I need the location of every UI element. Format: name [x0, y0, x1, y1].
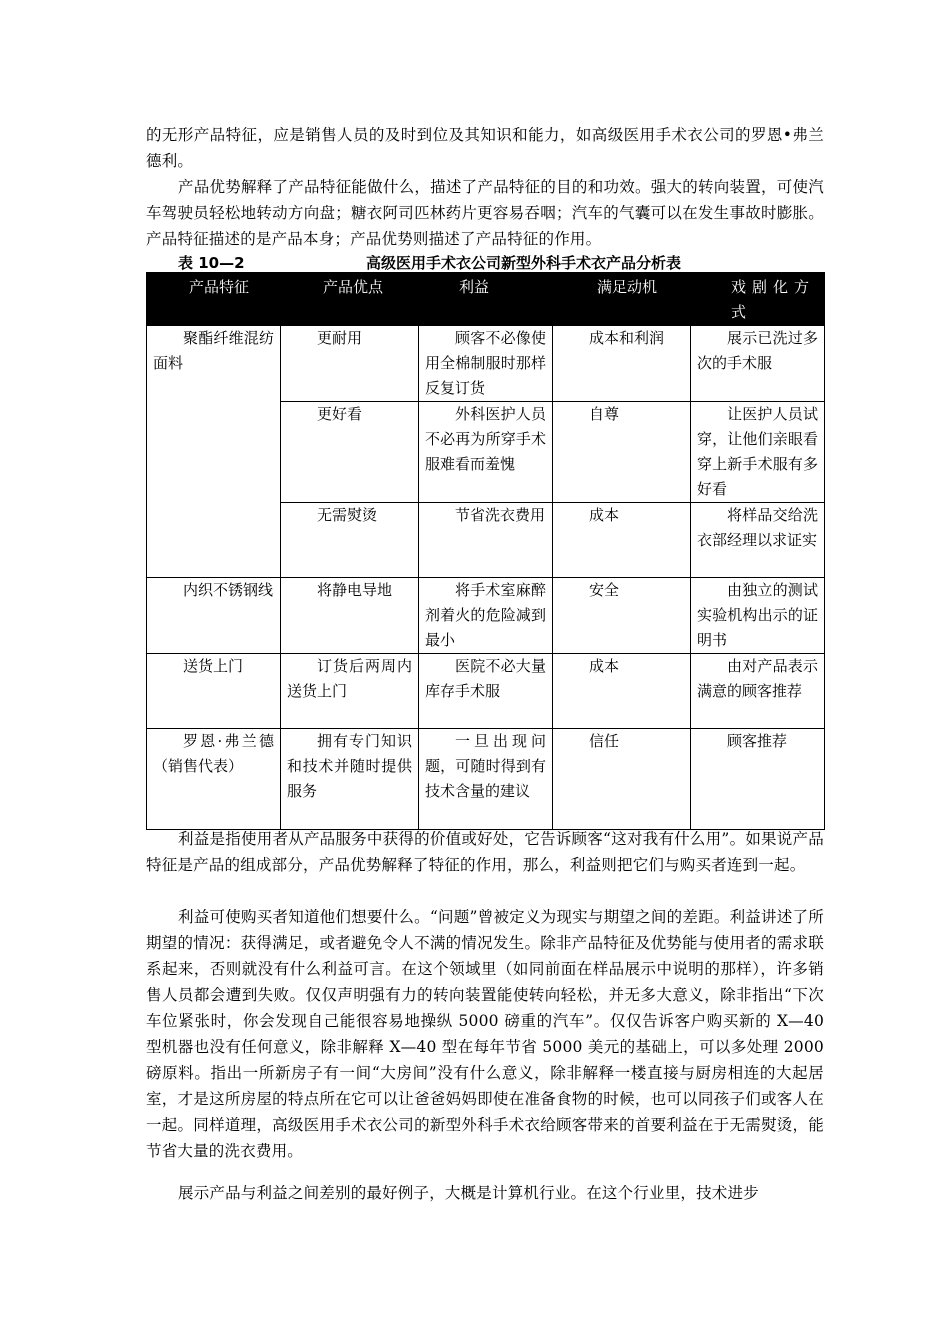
table-row	[147, 326, 825, 402]
cell-benefit: 医院不必大量库存手术服	[419, 654, 553, 729]
paragraph-benefit-definition: 利益是指使用者从产品服务中获得的价值或好处，它告诉顾客“这对我有什么用”。如果说产品特征是产品的组成部分，产品优势解释了特征的作用，那么，利益则把它们与购买者连到一起。	[146, 830, 824, 874]
cell-motive: 信任	[553, 729, 691, 830]
cell-drama: 由对产品表示满意的顾客推荐	[691, 654, 825, 729]
table-header-row	[147, 273, 825, 326]
cell-benefit: 外科医护人员不必再为所穿手术服难看而羞愧	[419, 402, 553, 503]
cell-feature: 内织不锈钢线	[147, 578, 281, 654]
paragraph-continuation: 的无形产品特征，应是销售人员的及时到位及其知识和能力，如高级医用手术衣公司的罗恩•弗兰德利。	[146, 126, 824, 170]
table-row	[147, 578, 825, 654]
cell-motive: 成本和利润	[553, 326, 691, 402]
cell-benefit: 一旦出现问题，可随时得到有技术含量的建议	[419, 729, 553, 830]
cell-drama: 让医护人员试穿，让他们亲眼看穿上新手术服有多好看	[691, 402, 825, 503]
cell-advantage: 无需熨烫	[281, 503, 419, 578]
cell-motive: 成本	[553, 503, 691, 578]
paragraph-product-advantage: 产品优势解释了产品特征能做什么，描述了产品特征的目的和功效。强大的转向装置，可使汽车驾驶员轻松地转动方向盘；糖衣阿司匹林药片更容易吞咽；汽车的气囊可以在发生事故时膨胀。产品特征描述的是产品本身；产品优势则描述了产品特征的作用。	[146, 178, 824, 248]
table-caption	[146, 252, 824, 274]
cell-advantage: 更好看	[281, 402, 419, 503]
cell-feature: 送货上门	[147, 654, 281, 729]
table-title: 高级医用手术衣公司新型外科手术衣产品分析表	[366, 254, 682, 272]
header-benefit: 利益	[419, 273, 553, 326]
paragraph-benefit-examples: 利益可使购买者知道他们想要什么。“问题”曾被定义为现实与期望之间的差距。利益讲述了所期望的情况：获得满足，或者避免令人不满的情况发生。除非产品特征及优势能与使用者的需求联系起来，否则就没有什么利益可言。在这个领域里（如同前面在样品展示中说明的那样），许多销售人员都会遭到失败。仅仅声明强有力的转向装置能使转向轻松，并无多大意义，除非指出“下次车位紧张时，你会发现自己能很容易地操纵 5000 磅重的汽车”。仅仅告诉客户购买新的 X—40 型机器也没有任何意义，除非解释 X—40 型在每年节省 5000 美元的基础上，可以多处理 2000 磅原料。指出一所新房子有一间“大房间”没有什么意义，除非解释一楼直接与厨房相连的大起居室，才是这所房屋的特点所在它可以让爸爸妈妈即使在准备食物的时候，也可以同孩子们或客人在一起。同样道理，高级医用手术衣公司的新型外科手术衣给顾客带来的首要利益在于无需熨烫，能节省大量的洗衣费用。	[146, 908, 824, 1160]
cell-advantage: 将静电导地	[281, 578, 419, 654]
header-feature: 产品特征	[147, 273, 281, 326]
cell-feature: 聚酯纤维混纺面料	[147, 326, 281, 578]
cell-drama: 顾客推荐	[691, 729, 825, 830]
table-row	[147, 729, 825, 830]
header-drama: 戏剧化方式	[691, 273, 825, 326]
cell-drama: 将样品交给洗衣部经理以求证实	[691, 503, 825, 578]
header-motive: 满足动机	[553, 273, 691, 326]
cell-drama: 展示已洗过多次的手术服	[691, 326, 825, 402]
table-number: 表 10—2	[178, 254, 245, 272]
cell-motive: 自尊	[553, 402, 691, 503]
cell-benefit: 将手术室麻醉剂着火的危险减到最小	[419, 578, 553, 654]
cell-motive: 成本	[553, 654, 691, 729]
cell-drama: 由独立的测试实验机构出示的证明书	[691, 578, 825, 654]
header-advantage: 产品优点	[281, 273, 419, 326]
cell-advantage: 订货后两周内送货上门	[281, 654, 419, 729]
cell-advantage: 更耐用	[281, 326, 419, 402]
cell-benefit: 顾客不必像使用全棉制服时那样反复订货	[419, 326, 553, 402]
cell-motive: 安全	[553, 578, 691, 654]
cell-feature: 罗恩·弗兰德（销售代表）	[147, 729, 281, 830]
table-row	[147, 654, 825, 729]
product-analysis-table	[146, 272, 825, 830]
cell-advantage: 拥有专门知识和技术并随时提供服务	[281, 729, 419, 830]
paragraph-computer-industry: 展示产品与利益之间差别的最好例子，大概是计算机行业。在这个行业里，技术进步	[178, 1184, 759, 1202]
cell-benefit: 节省洗衣费用	[419, 503, 553, 578]
